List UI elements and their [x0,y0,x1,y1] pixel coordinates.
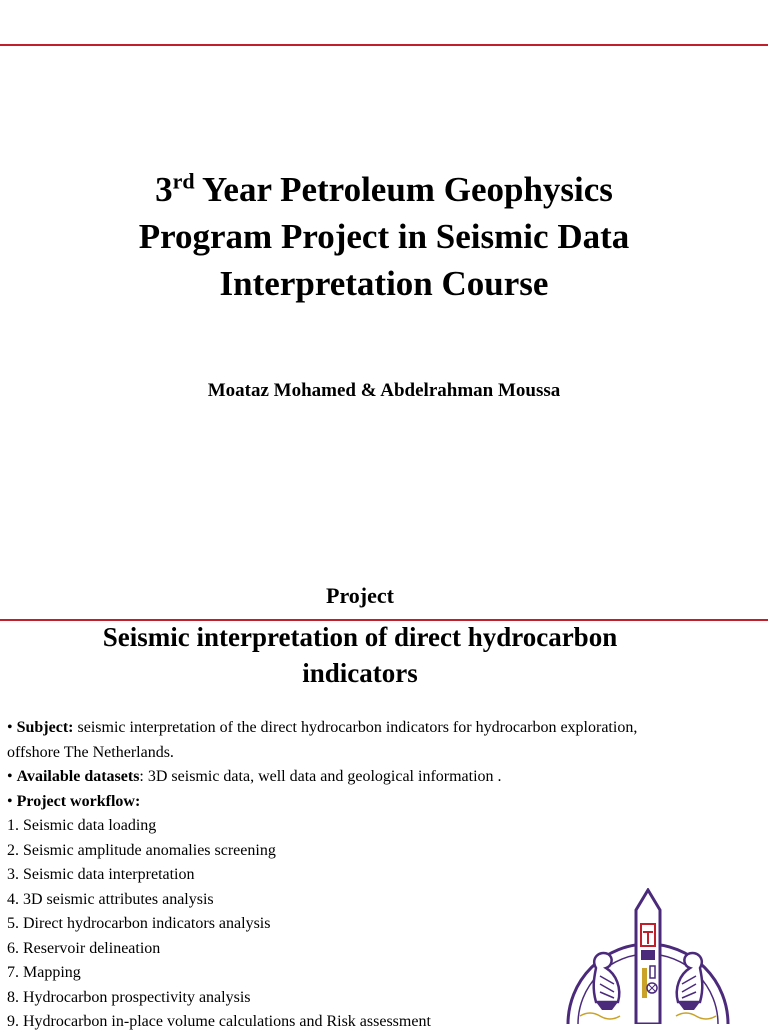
project-title [0,619,720,691]
slide-title-line-3: Interpretation Course [219,264,549,303]
workflow-step: 4. 3D seismic attributes analysis [7,890,214,908]
subject-text: seismic interpretation of the direct hydrocarbon indicators for hydrocarbon exploration, [73,719,638,736]
subject-label: Subject: [16,719,74,736]
workflow-step: 9. Hydrocarbon in-place volume calculations and Risk assessment [7,1013,431,1030]
slide-title-line-1: 3rd Year Petroleum Geophysics [155,168,613,209]
university-emblem-icon [560,888,736,1024]
project-title-line-2: indicators [302,658,418,688]
slide-title [0,166,768,307]
slide-title-line-2: Program Project in Seismic Data [138,217,630,256]
subject-text-continued: offshore The Netherlands. [7,743,174,761]
workflow-step: 8. Hydrocarbon prospectivity analysis [7,988,251,1006]
workflow-label: Project workflow: [16,792,141,810]
workflow-step: 5. Direct hydrocarbon indicators analysis [7,915,271,932]
subject-item: • Subject: seismic interpretation of the direct hydrocarbon indicators for hydrocarbon exploration, [7,719,638,736]
project-heading: Project [326,583,394,608]
workflow-step: 1. Seismic data loading [7,817,157,834]
authors: Moataz Mohamed & Abdelrahman Moussa [207,380,561,401]
project-title-line-1: Seismic interpretation of direct hydrocarbon [102,622,618,652]
workflow-step: 7. Mapping [7,964,81,981]
workflow-item: • Project workflow: [7,792,141,810]
ordinal-suffix: rd [172,168,195,194]
workflow-step: 6. Reservoir delineation [7,939,161,957]
top-divider [0,44,768,46]
workflow-step: 2. Seismic amplitude anomalies screening [7,841,276,859]
datasets-label: Available datasets [16,768,140,785]
datasets-text: : 3D seismic data, well data and geological information . [139,768,502,785]
workflow-step: 3. Seismic data interpretation [7,866,195,883]
datasets-item: • Available datasets: 3D seismic data, well data and geological information . [7,768,502,785]
